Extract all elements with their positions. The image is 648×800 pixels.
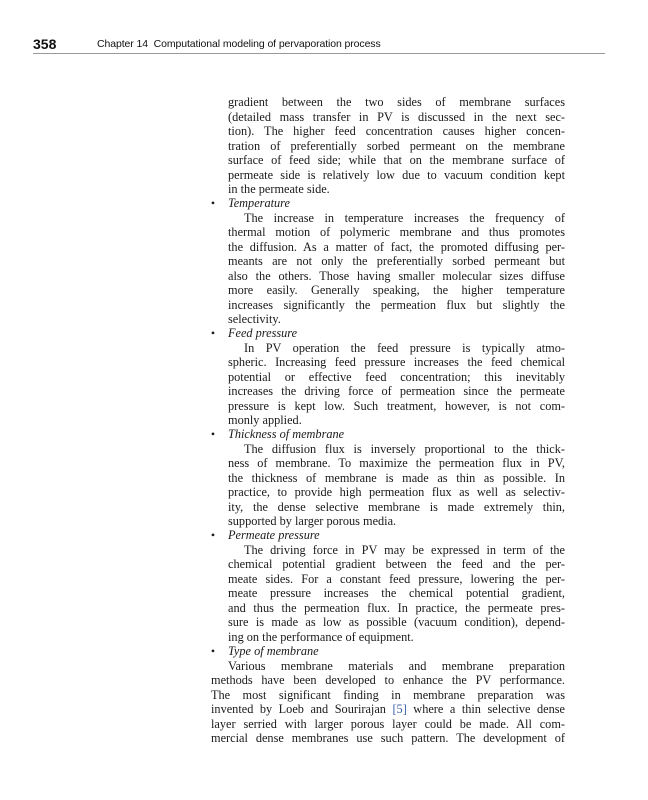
- text-line: methods have been developed to enhance the PV performance.: [211, 673, 565, 687]
- text-line: meate pressure increases the chemical potential gradient,: [228, 586, 565, 600]
- text-line: in the permeate side.: [228, 182, 330, 196]
- running-head: [97, 38, 381, 50]
- text-line: increases the driving force of permeation since the permeate: [228, 384, 565, 398]
- text-line: more easily. Generally speaking, the higher temperature: [228, 283, 565, 297]
- text-line: tration of preferentially sorbed permeant on the membrane: [228, 138, 565, 153]
- section-heading: Permeate pressure: [228, 528, 320, 542]
- text-fragment: where a thin selective dense: [406, 702, 565, 716]
- text-line: meate sides. For a constant feed pressure, lowering the per-: [228, 571, 565, 586]
- text-line: layer serried with larger porous layer could be made. All com-: [211, 716, 565, 731]
- text-line: In PV operation the feed pressure is typically atmo-: [244, 340, 565, 355]
- bullet-icon: •: [210, 644, 216, 658]
- text-line: thermal motion of polymeric membrane and thus promotes: [228, 225, 565, 239]
- text-line: tion). The higher feed concentration causes higher concen-: [228, 124, 565, 138]
- text-line: surface of feed side; while that on the membrane surface of: [228, 153, 565, 167]
- text-line: practice, to provide high permeation flux as well as selectiv-: [228, 485, 565, 499]
- text-line: increases significantly the permeation flux but slightly the: [228, 297, 565, 312]
- bullet-icon: •: [210, 326, 216, 340]
- section-heading: Temperature: [228, 196, 290, 210]
- text-line: permeate side is relatively low due to vacuum condition kept: [228, 167, 565, 182]
- text-line: The diffusion flux is inversely proportional to the thick-: [244, 441, 565, 456]
- citation-link[interactable]: [5]: [392, 702, 407, 716]
- text-line: The most significant finding in membrane preparation was: [211, 687, 565, 702]
- page-number: 358: [33, 36, 57, 52]
- text-line: ness of membrane. To maximize the permeation flux in PV,: [228, 456, 565, 470]
- text-line: mercial dense membranes use such pattern. The development of: [211, 731, 565, 745]
- text-line: and thus the permeation flux. In practice, the permeate pres-: [228, 600, 565, 615]
- text-line: the diffusion. As a matter of fact, the promoted diffusing per-: [228, 239, 565, 254]
- text-line: supported by larger porous media.: [228, 514, 397, 528]
- text-line: gradient between the two sides of membrane surfaces: [228, 95, 565, 109]
- text-line: the thickness of membrane is made as thin as possible. In: [228, 470, 565, 485]
- text-line: (detailed mass transfer in PV is discussed in the next sec-: [228, 109, 565, 124]
- text-line: sure is made as low as possible (vacuum condition), depend-: [228, 615, 565, 629]
- text-line: spheric. Increasing feed pressure increases the feed chemical: [228, 355, 565, 369]
- text-line: potential or effective feed concentration; this inevitably: [228, 369, 565, 384]
- chapter-title: Computational modeling of pervaporation process: [153, 38, 381, 50]
- text-line: chemical potential gradient between the feed and the per-: [228, 557, 565, 571]
- bullet-icon: •: [210, 196, 216, 210]
- section-heading: Feed pressure: [228, 326, 298, 340]
- bullet-icon: •: [210, 427, 216, 441]
- running-header: [33, 36, 605, 54]
- text-line: monly applied.: [228, 413, 302, 427]
- text-line: The driving force in PV may be expressed in term of the: [244, 542, 565, 557]
- text-line-with-citation: [211, 702, 565, 716]
- section-heading: Thickness of membrane: [228, 427, 345, 441]
- bullet-icon: •: [210, 528, 216, 542]
- text-line: The increase in temperature increases the frequency of: [244, 210, 565, 225]
- text-line: selectivity.: [228, 312, 281, 326]
- section-heading: Type of membrane: [228, 644, 319, 658]
- text-line: ity, the dense selective membrane is made extremely thin,: [228, 499, 565, 514]
- text-line: pressure is kept low. Such treatment, however, is not com-: [228, 398, 565, 413]
- text-line: Various membrane materials and membrane preparation: [228, 658, 565, 673]
- text-line: meants are not only the preferentially sorbed permeant but: [228, 254, 565, 268]
- header-rule: [33, 53, 605, 54]
- text-line: also the others. Those having smaller molecular sizes diffuse: [228, 268, 565, 283]
- chapter-label: Chapter 14: [97, 38, 148, 50]
- text-line: ing on the performance of equipment.: [228, 629, 414, 644]
- text-fragment: invented by Loeb and Sourirajan: [211, 702, 393, 716]
